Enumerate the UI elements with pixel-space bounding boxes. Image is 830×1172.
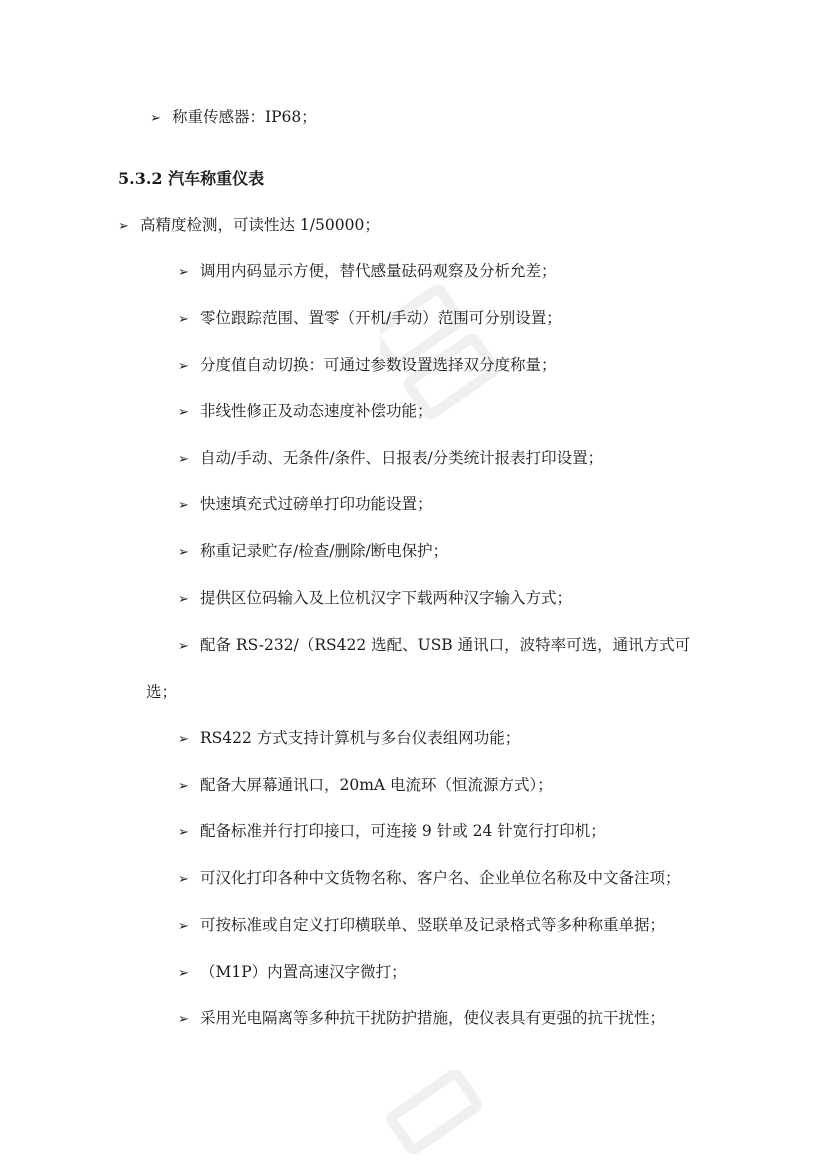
- list-item-text: 配备大屏幕通讯口，20mA 电流环（恒流源方式）；: [200, 776, 553, 794]
- list-item: [178, 867, 681, 891]
- list-item-text: 非线性修正及动态速度补偿功能；: [200, 402, 433, 420]
- list-item-text: 称重传感器：IP68；: [172, 108, 317, 126]
- list-item: [178, 1007, 665, 1031]
- list-item-text: 配备标准并行打印接口，可连接 9 针或 24 针宽行打印机；: [200, 822, 606, 840]
- arrow-bullet-icon: ➢: [178, 405, 189, 420]
- list-item: [178, 400, 433, 424]
- list-item-text: 提供区位码输入及上位机汉字下载两种汉字输入方式；: [200, 589, 573, 607]
- list-item-continuation: [146, 681, 177, 703]
- list-item: [178, 914, 665, 938]
- list-item: [118, 214, 380, 238]
- arrow-bullet-icon: ➢: [178, 592, 189, 607]
- list-item-text: 零位跟踪范围、置零（开机/手动）范围可分别设置；: [200, 309, 562, 327]
- list-item: [178, 493, 433, 517]
- arrow-bullet-icon: ➢: [178, 872, 189, 887]
- list-item-text: 分度值自动切换：可通过参数设置选择双分度称量；: [200, 356, 557, 374]
- list-item: [178, 540, 448, 564]
- arrow-bullet-icon: ➢: [178, 966, 189, 981]
- list-item: [178, 354, 557, 378]
- arrow-bullet-icon: ➢: [178, 359, 189, 374]
- arrow-bullet-icon: ➢: [178, 452, 189, 467]
- list-item-text: 可汉化打印各种中文货物名称、客户名、企业单位名称及中文备注项；: [200, 869, 681, 887]
- list-item-text: 称重记录贮存/检查/删除/断电保护；: [200, 542, 449, 560]
- arrow-bullet-icon: ➢: [178, 265, 189, 280]
- list-item-text: 自动/手动、无条件/条件、日报表/分类统计报表打印设置；: [200, 449, 604, 467]
- arrow-bullet-icon: ➢: [178, 1012, 189, 1027]
- arrow-bullet-icon: ➢: [178, 919, 189, 934]
- list-item-text: 配备 RS-232/（RS422 选配、USB 通讯口，波特率可选，通讯方式可: [200, 636, 691, 654]
- list-item: [178, 634, 690, 658]
- watermark-graphic-bottom: [380, 1070, 500, 1170]
- list-item-text: RS422 方式支持计算机与多台仪表组网功能；: [200, 729, 521, 747]
- list-item-text: （M1P）内置高速汉字微打；: [200, 963, 407, 981]
- list-item: [178, 447, 603, 471]
- list-item-text: 高精度检测，可读性达 1/50000；: [140, 216, 380, 234]
- arrow-bullet-icon: ➢: [178, 312, 189, 327]
- list-item: [178, 961, 407, 985]
- arrow-bullet-icon: ➢: [178, 779, 189, 794]
- list-item: [178, 307, 562, 331]
- section-heading: 5.3.2 汽车称重仪表: [118, 169, 265, 188]
- list-item-text: 选；: [146, 683, 178, 701]
- arrow-bullet-icon: ➢: [178, 545, 189, 560]
- list-item: [178, 727, 520, 751]
- arrow-bullet-icon: ➢: [178, 825, 189, 840]
- list-item: [178, 820, 606, 844]
- list-item-text: 可按标准或自定义打印横联单、竖联单及记录格式等多种称重单据；: [200, 916, 666, 934]
- list-item-text: 采用光电隔离等多种抗干扰防护措施，使仪表具有更强的抗干扰性；: [200, 1009, 666, 1027]
- list-item: [178, 587, 572, 611]
- list-item: [178, 260, 557, 284]
- arrow-bullet-icon: ➢: [118, 219, 129, 234]
- arrow-bullet-icon: ➢: [178, 498, 189, 513]
- list-item-text: 快速填充式过磅单打印功能设置；: [200, 495, 433, 513]
- list-item-text: 调用内码显示方便，替代感量砝码观察及分析允差；: [200, 262, 557, 280]
- list-item: [178, 774, 553, 798]
- arrow-bullet-icon: ➢: [150, 111, 161, 126]
- list-item: [150, 106, 317, 130]
- arrow-bullet-icon: ➢: [178, 639, 189, 654]
- arrow-bullet-icon: ➢: [178, 732, 189, 747]
